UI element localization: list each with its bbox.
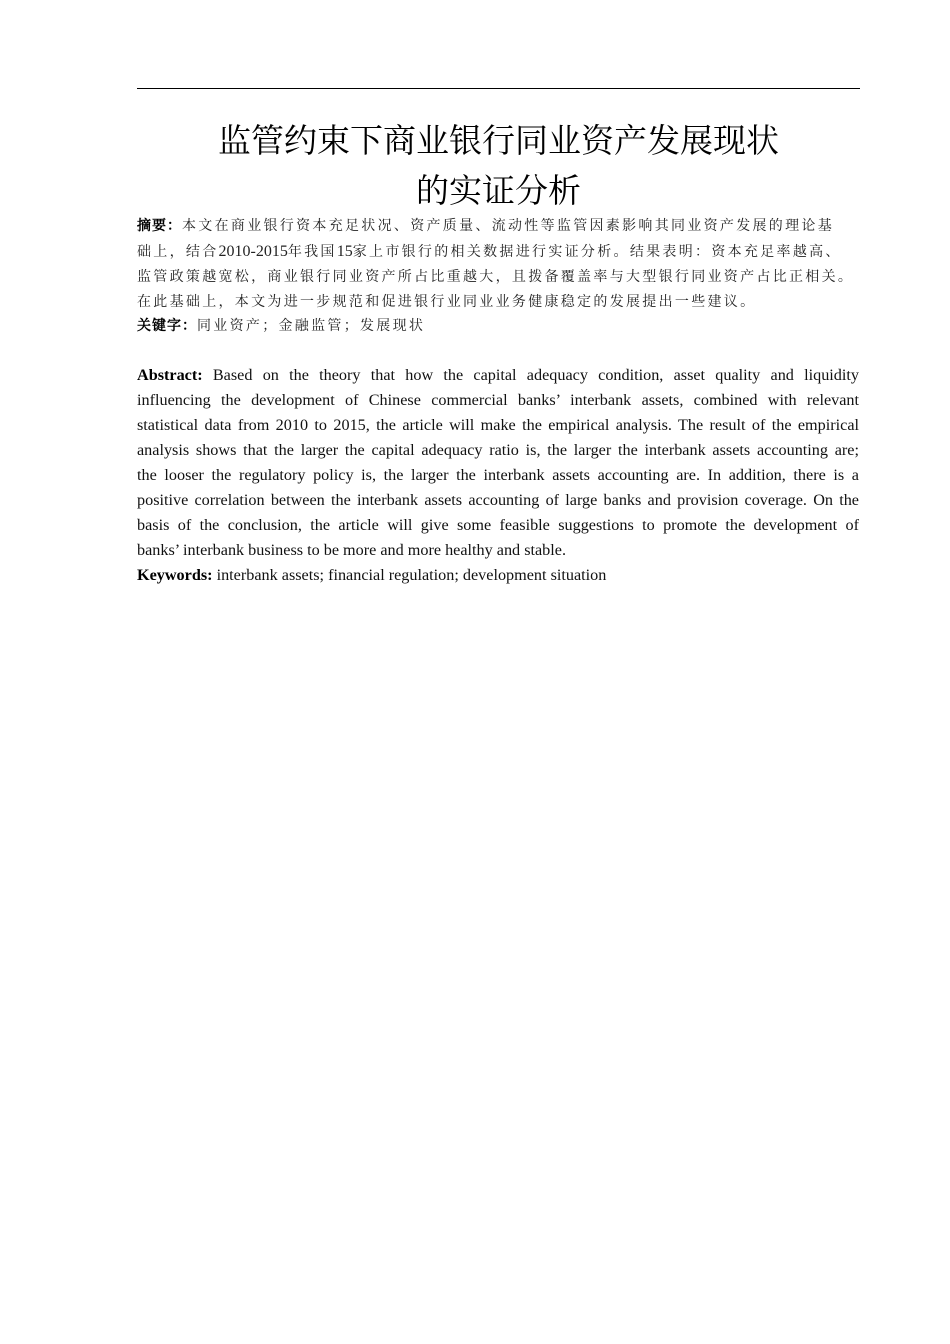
cn-abstract-line-3: 监管政策越宽松，商业银行同业资产所占比重越大，且拨备覆盖率与大型银行同业资产占比正相关。 <box>137 269 855 285</box>
cn-abstract-line-4: 在此基础上，本文为进一步规范和促进银行业同业业务健康稳定的发展提出一些建议。 <box>137 294 757 310</box>
en-abstract-line-8: banks’ interbank business to be more and more healthy and stable. <box>137 541 566 559</box>
en-keywords-label: Keywords: <box>137 566 213 584</box>
en-abstract-line-3: statistical data from 2010 to 2015, the article will make the empirical analysis. The result of the empirical <box>137 416 859 434</box>
header-rule <box>137 88 860 89</box>
en-abstract-line-5: the looser the regulatory policy is, the larger the interbank assets accounting are. In addition, there is a <box>137 466 859 484</box>
en-abstract-label: Abstract: <box>137 366 203 384</box>
english-keywords <box>137 563 859 588</box>
paper-title <box>137 116 860 216</box>
en-abstract-line-4: analysis shows that the larger the capital adequacy ratio is, the larger the interbank assets accounting are; <box>137 441 859 459</box>
english-abstract <box>137 363 859 563</box>
en-abstract-line-2: influencing the development of Chinese commercial banks’ interbank assets, combined with relevant <box>137 391 859 409</box>
cn-keywords-text: 同业资产；金融监管；发展现状 <box>197 318 426 334</box>
cn-keywords-label: 关键字： <box>137 318 197 334</box>
en-abstract-line-1: Abstract: Based on the theory that how the capital adequacy condition, asset quality and liquidity <box>137 366 859 384</box>
chinese-keywords <box>137 314 860 339</box>
en-keywords-text: interbank assets; financial regulation; development situation <box>212 566 607 584</box>
en-abstract-line-6: positive correlation between the interbank assets accounting of large banks and provision coverage. On the <box>137 491 859 509</box>
chinese-abstract <box>137 214 877 315</box>
cn-abstract-line-2: 础上，结合2010-2015年我国15家上市银行的相关数据进行实证分析。结果表明：资本充足率越高、 <box>137 243 842 260</box>
title-line-2: 的实证分析 <box>416 171 581 210</box>
title-line-1: 监管约束下商业银行同业资产发展现状 <box>218 121 779 160</box>
cn-abstract-line-1: 摘要：本文在商业银行资本充足状况、资产质量、流动性等监管因素影响其同业资产发展的理论基 <box>137 218 834 234</box>
cn-abstract-label: 摘要： <box>137 218 182 234</box>
en-abstract-line-7: basis of the conclusion, the article will give some feasible suggestions to promote the development of <box>137 516 859 534</box>
